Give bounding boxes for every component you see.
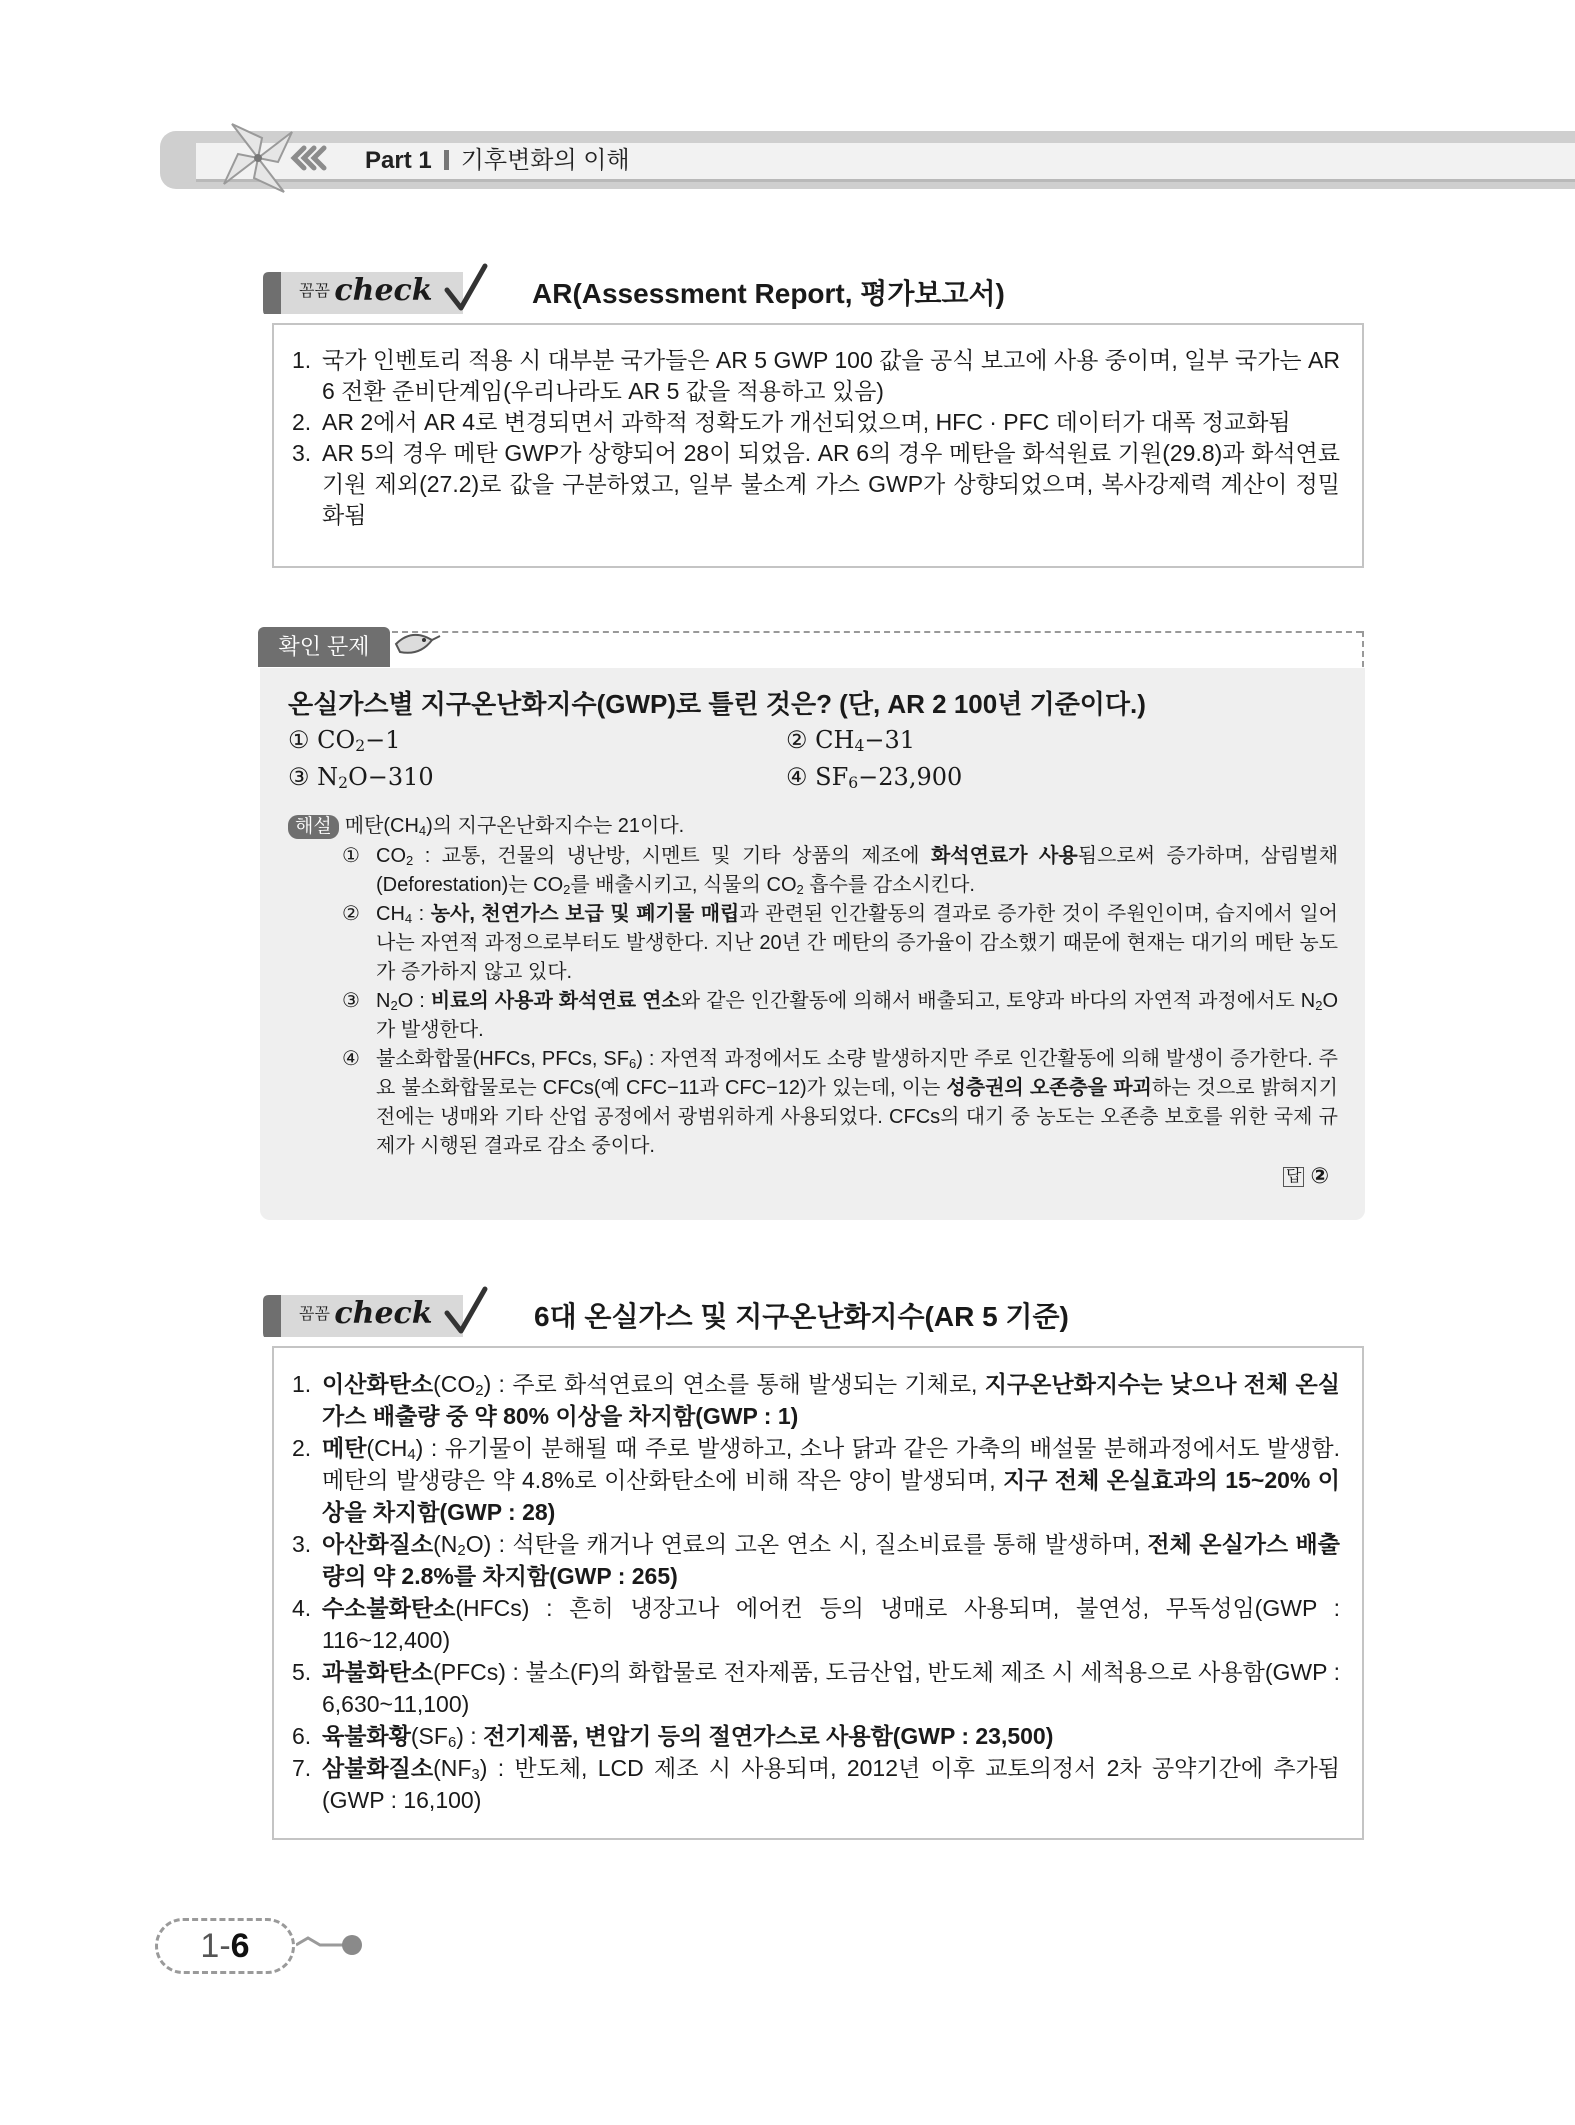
check2-item [292,1432,1340,1528]
check2-item-number: 3. [292,1531,312,1557]
check2-box [272,1346,1364,1840]
check1-item [292,345,1340,407]
quiz-dashed-right [1362,631,1364,667]
header-underline [196,179,1575,182]
quiz-choice-4: ④ $SF_6-23,900$ [786,763,963,792]
check1-item [292,438,1340,531]
check1-item-number: 3. [292,440,312,466]
check1-box [272,323,1364,568]
explanation-item-number: ② [342,903,360,925]
check2-item [292,1592,1340,1656]
check2-item [292,1720,1340,1752]
header-breadcrumb [365,145,630,177]
page-number-value: 6 [230,1927,250,1965]
answer-label: 답 [1283,1167,1304,1187]
page-number [155,1918,295,1974]
check2-item-text: 메탄$(CH_4)$ : 유기물이 분해될 때 주로 발생하고, 소나 닭과 같은 가축의 배설물 분해과정에서도 발생함. 메탄의 발생량은 약 4.8%로 이산화탄소에 비해 작은 양이 발생되며, 지구 전체 온실효과의 15~20% 이상을 차지함(GWP : 28) [322,1435,1340,1525]
check1-title: AR(Assessment Report, 평가보고서) [532,278,1005,309]
check2-item [292,1368,1340,1432]
check1-item [292,407,1340,438]
check2-item-text: 육불화황$(SF_6)$ : 전기제품, 변압기 등의 절연가스로 사용함(GWP : 23,500) [322,1723,1054,1751]
check1-label [299,273,433,308]
check2-label-text: check [334,1296,433,1331]
check2-label-prefix: 꼼꼼 [299,1306,330,1323]
check2-item-text: 과불화탄소(PFCs) : 불소(F)의 화합물로 전자제품, 도금산업, 반도체 제조 시 세척용으로 사용함(GWP : 6,630~11,100) [322,1659,1340,1717]
quiz-question: 온실가스별 지구온난화지수(GWP)로 틀린 것은? (단, AR 2 100년 기준이다.) [288,689,1146,719]
check1-item-number: 1. [292,347,312,373]
explanation-item [342,900,1338,987]
check2-item-number: 7. [292,1755,312,1781]
pinwheel-logo-icon [218,118,338,198]
check2-item-text: 아산화질소$(N_2O)$ : 석탄을 캐거나 연료의 고온 연소 시, 질소비료를 통해 발생하며, 전체 온실가스 배출량의 약 2.8%를 차지함(GWP : 265) [322,1531,1340,1589]
explanation-item-text: $CO_2$ : 교통, 건물의 냉난방, 시멘트 및 기타 상품의 제조에 화석연료가 사용됨으로써 증가하며, 삼림벌채(Deforestation)는 $CO_2$를 배출시키고, 식물의 $CO_2$ 흡수를 감소시킨다. [376,845,1339,897]
check2-item-number: 6. [292,1723,312,1749]
explanation-intro-text: 메탄$(CH_4)$의 지구온난화지수는 21이다. [344,815,685,838]
chapter-number: 1- [200,1927,231,1965]
quiz-explanation-list [342,842,1338,1161]
header-chapter: 기후변화의 이해 [460,147,630,174]
explanation-item-text: 불소화합물(HFCs, PFCs, $SF_6$) : 자연적 과정에서도 소량 발생하지만 주로 인간활동에 의해 발생이 증가한다. 주요 불소화합물로는 CFCs(예 CFC−11과 CFC−12)가 있는데, 이는 성층권의 오존층을 파괴하는 것으로 밝혀지기 전에는 냉매와 기타 산업 공정에서 광범위하게 사용되었다. CFCs의 대기 중 농도는 오존층 보호를 위한 국제 규제가 시행된 결과로 감소 중이다. [376,1048,1338,1157]
check2-title: 6대 온실가스 및 지구온난화지수(AR 5 기준) [534,1301,1069,1332]
quiz-explanation-intro [288,812,684,841]
check2-item-text: 수소불화탄소(HFCs) : 흔히 냉장고나 에어컨 등의 냉매로 사용되며, 불연성, 무독성임(GWP : 116~12,400) [322,1595,1340,1653]
explanation-item [342,842,1338,900]
check2-item-text: 이산화탄소$(CO_2)$ : 주로 화석연료의 연소를 통해 발생되는 기체로, 지구온난화지수는 낮으나 전체 온실가스 배출량 중 약 80% 이상을 차지함(GWP : 1) [322,1371,1340,1429]
check2-item [292,1752,1340,1816]
check2-label [299,1296,433,1331]
quiz-tab: 확인 문제 [258,627,390,667]
explanation-item-text: $CH_4$ : 농사, 천연가스 보급 및 폐기물 매립과 관련된 인간활동의 결과로 증가한 것이 주원인이며, 습지에서 일어나는 자연적 과정으로부터도 발생한다. 지난 20년 간 메탄의 증가율이 감소했기 때문에 현재는 대기의 메탄 농도가 증가하지 않고 있다. [376,903,1338,983]
quiz-answer [1283,1161,1329,1191]
check2-item-number: 4. [292,1595,312,1621]
page-number-ornament-icon [296,1930,366,1960]
quiz-choice-3: ③ $N_2O-310$ [288,763,434,792]
explanation-item [342,987,1338,1045]
quiz-choice-1: ① $CO_2-1$ [288,726,401,755]
explanation-item [342,1045,1338,1161]
quiz-choice-2: ② $CH_4-31$ [786,726,916,755]
check2-item-text: 삼불화질소$(NF_3)$ : 반도체, LCD 제조 시 사용되며, 2012년 이후 교토의정서 2차 공약기간에 추가됨(GWP : 16,100) [322,1755,1340,1813]
explanation-badge: 해설 [288,815,339,839]
explanation-item-number: ① [342,845,360,867]
check1-item-text: AR 2에서 AR 4로 변경되면서 과학적 정확도가 개선되었으며, HFC · PFC 데이터가 대폭 정교화됨 [322,409,1291,435]
quiz-dashed-top [392,631,1362,633]
header-separator [444,150,449,170]
check1-label-text: check [334,273,433,308]
explanation-item-number: ④ [342,1048,360,1070]
check2-item-number: 1. [292,1371,312,1397]
checkmark-icon [443,1285,489,1337]
check1-label-prefix: 꼼꼼 [299,283,330,300]
answer-value: ② [1310,1163,1330,1188]
explanation-item-number: ③ [342,990,360,1012]
explanation-item-text: $N_2O$ : 비료의 사용과 화석연료 연소와 같은 인간활동에 의해서 배출되고, 토양과 바다의 자연적 과정에서도 $N_2O$가 발생한다. [376,990,1338,1041]
check2-item-number: 5. [292,1659,312,1685]
check2-item [292,1656,1340,1720]
check2-item [292,1528,1340,1592]
check2-list [292,1368,1340,1816]
check1-item-text: 국가 인벤토리 적용 시 대부분 국가들은 AR 5 GWP 100 값을 공식 보고에 사용 중이며, 일부 국가는 AR 6 전환 준비단계임(우리나라도 AR 5 값을 적용하고 있음) [322,347,1340,404]
checkmark-icon [443,262,489,314]
header-part: Part 1 [365,147,432,174]
check1-list [292,345,1340,531]
check1-item-text: AR 5의 경우 메탄 GWP가 상향되어 28이 되었음. AR 6의 경우 메탄을 화석원료 기원(29.8)과 화석연료 기원 제외(27.2)로 값을 구분하였고, 일부 불소계 가스 GWP가 상향되었으며, 복사강제력 계산이 정밀화됨 [322,440,1340,528]
check1-item-number: 2. [292,409,312,435]
check2-item-number: 2. [292,1435,312,1461]
